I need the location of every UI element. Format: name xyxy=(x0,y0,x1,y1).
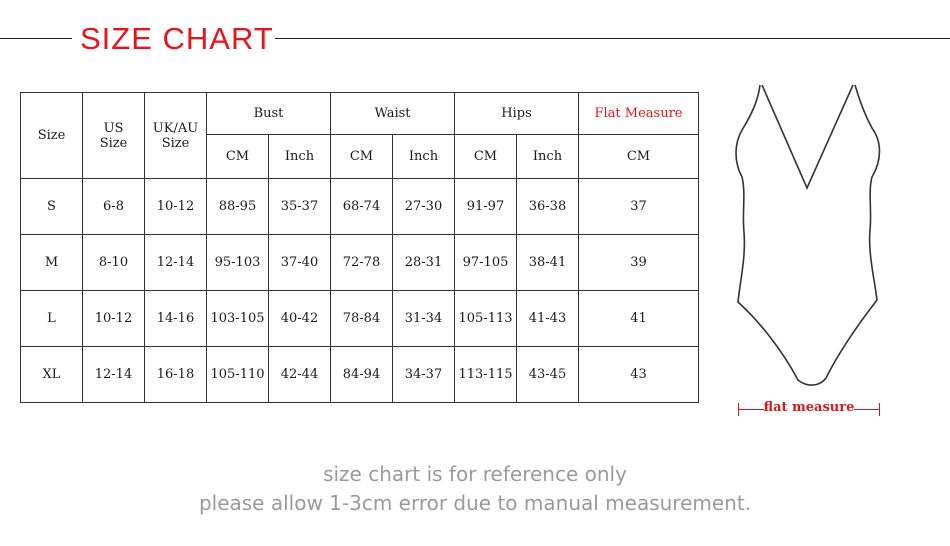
cell-size: XL xyxy=(21,347,83,403)
cell-hips-inch: 38-41 xyxy=(517,235,579,291)
header-waist-cm: CM xyxy=(331,135,393,179)
cell-size: M xyxy=(21,235,83,291)
cell-size: S xyxy=(21,179,83,235)
cell-waist-inch: 34-37 xyxy=(393,347,455,403)
cell-size: L xyxy=(21,291,83,347)
error-note: please allow 1-3cm error due to manual measurement. xyxy=(198,491,752,515)
cell-bust-cm: 95-103 xyxy=(207,235,269,291)
header xyxy=(0,18,950,62)
cell-flat-cm: 43 xyxy=(579,347,699,403)
header-waist-inch: Inch xyxy=(393,135,455,179)
header-hips-cm: CM xyxy=(455,135,517,179)
cell-hips-inch: 43-45 xyxy=(517,347,579,403)
header-rule-right xyxy=(275,38,950,39)
header-waist: Waist xyxy=(331,93,455,135)
table-header-row-1 xyxy=(21,93,699,135)
cell-bust-cm: 103-105 xyxy=(207,291,269,347)
flat-measure-tick-right xyxy=(879,403,880,416)
cell-hips-inch: 36-38 xyxy=(517,179,579,235)
cell-us: 8-10 xyxy=(83,235,145,291)
cell-uk: 16-18 xyxy=(145,347,207,403)
header-us-size: US Size xyxy=(83,93,145,179)
cell-hips-cm: 97-105 xyxy=(455,235,517,291)
cell-hips-cm: 105-113 xyxy=(455,291,517,347)
cell-waist-cm: 68-74 xyxy=(331,179,393,235)
header-flat-cm: CM xyxy=(579,135,699,179)
table-row xyxy=(21,235,699,291)
cell-waist-cm: 84-94 xyxy=(331,347,393,403)
cell-us: 12-14 xyxy=(83,347,145,403)
cell-bust-inch: 40-42 xyxy=(269,291,331,347)
swimsuit-outline-icon xyxy=(720,82,895,392)
table-row xyxy=(21,291,699,347)
header-flat-measure: Flat Measure xyxy=(579,93,699,135)
header-uk-size: UK/AU Size xyxy=(145,93,207,179)
flat-measure-indicator xyxy=(736,398,882,420)
cell-flat-cm: 37 xyxy=(579,179,699,235)
cell-bust-inch: 42-44 xyxy=(269,347,331,403)
header-hips: Hips xyxy=(455,93,579,135)
cell-uk: 10-12 xyxy=(145,179,207,235)
cell-waist-cm: 78-84 xyxy=(331,291,393,347)
cell-bust-cm: 88-95 xyxy=(207,179,269,235)
page-title: SIZE CHART xyxy=(80,21,274,56)
cell-waist-inch: 28-31 xyxy=(393,235,455,291)
cell-us: 6-8 xyxy=(83,179,145,235)
cell-bust-inch: 35-37 xyxy=(269,179,331,235)
cell-waist-cm: 72-78 xyxy=(331,235,393,291)
cell-us: 10-12 xyxy=(83,291,145,347)
cell-flat-cm: 39 xyxy=(579,235,699,291)
cell-hips-inch: 41-43 xyxy=(517,291,579,347)
table-row xyxy=(21,179,699,235)
flat-measure-label: flat measure xyxy=(763,400,855,415)
header-size: Size xyxy=(21,93,83,179)
cell-uk: 12-14 xyxy=(145,235,207,291)
header-rule-left xyxy=(0,38,72,39)
flat-measure-line-right xyxy=(854,409,880,410)
cell-bust-inch: 37-40 xyxy=(269,235,331,291)
cell-uk: 14-16 xyxy=(145,291,207,347)
header-bust-cm: CM xyxy=(207,135,269,179)
cell-bust-cm: 105-110 xyxy=(207,347,269,403)
cell-waist-inch: 31-34 xyxy=(393,291,455,347)
cell-flat-cm: 41 xyxy=(579,291,699,347)
reference-note: size chart is for reference only xyxy=(323,462,627,486)
table-row xyxy=(21,347,699,403)
size-chart-table xyxy=(20,92,699,403)
cell-hips-cm: 91-97 xyxy=(455,179,517,235)
cell-waist-inch: 27-30 xyxy=(393,179,455,235)
header-hips-inch: Inch xyxy=(517,135,579,179)
header-bust: Bust xyxy=(207,93,331,135)
cell-hips-cm: 113-115 xyxy=(455,347,517,403)
header-bust-inch: Inch xyxy=(269,135,331,179)
